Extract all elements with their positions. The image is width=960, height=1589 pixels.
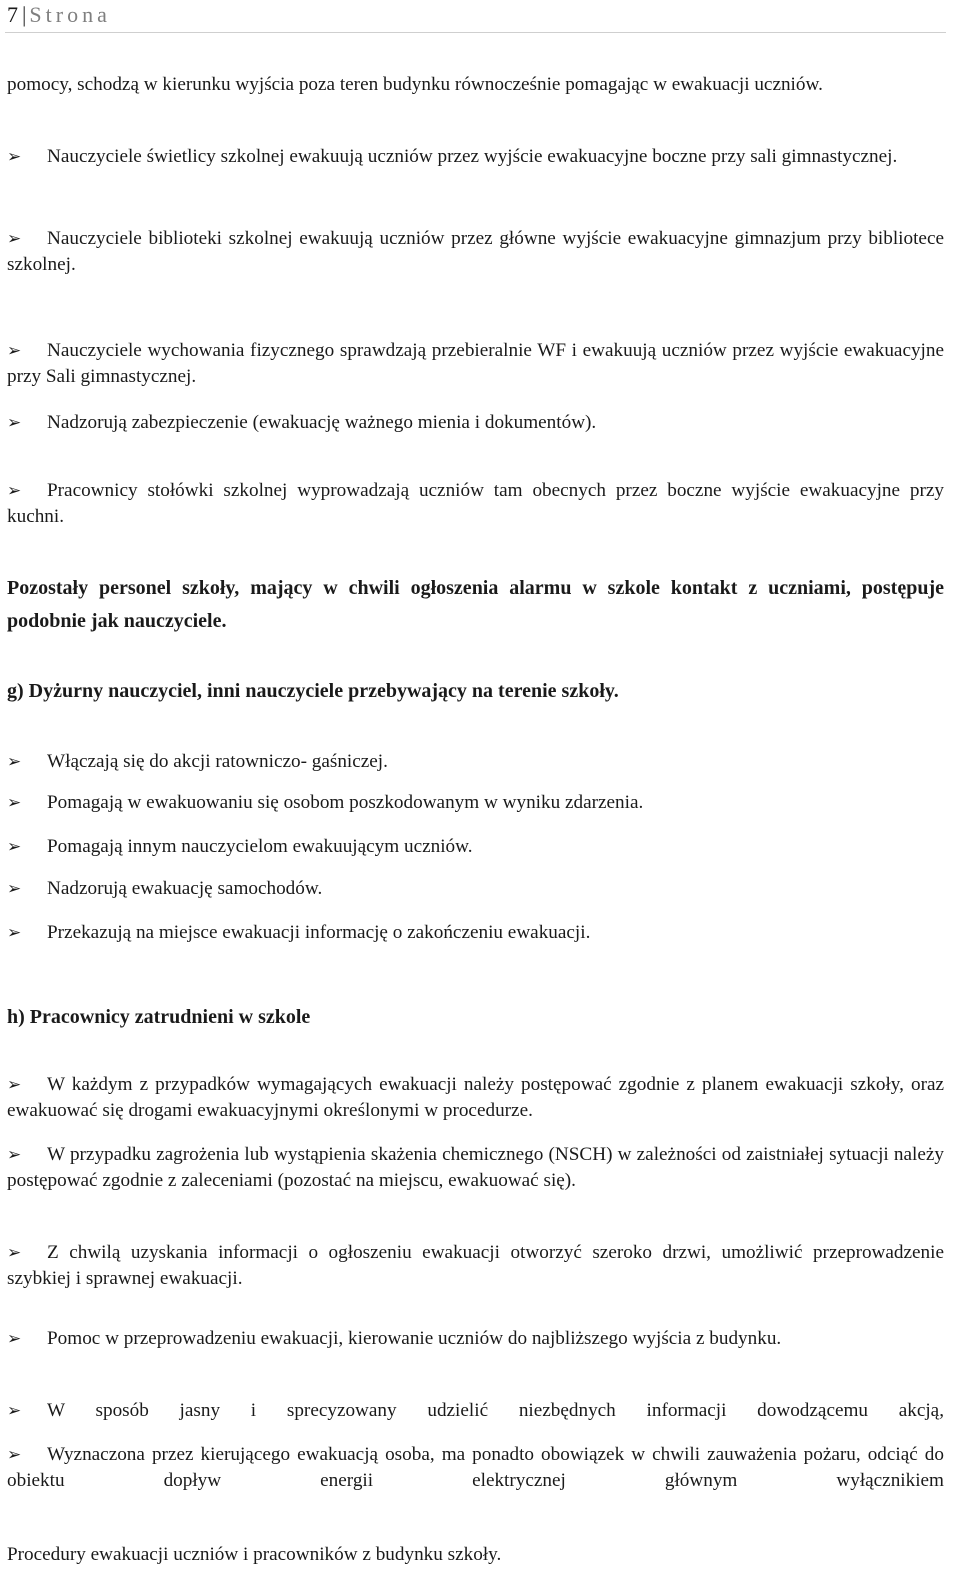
bold-paragraph: Pozostały personel szkoły, mający w chwili ogłoszenia alarmu w szkole kontakt z uczniami, postępuje podobnie jak nauczyciele. (7, 577, 944, 632)
list-item-text: Nauczyciele biblioteki szkolnej ewakuują uczniów przez główne wyjście ewakuacyjne gimnazjum przy bibliotece szkolnej. (7, 228, 944, 275)
arrow-bullet-icon: ➢ (7, 837, 22, 857)
header-rule (5, 32, 946, 33)
page-footer: Procedury ewakuacji uczniów i pracowników z budynku szkoły. (7, 1544, 502, 1565)
section-h-heading: h) Pracownicy zatrudnieni w szkole (7, 1006, 311, 1028)
list-item-text: Włączają się do akcji ratowniczo- gaśniczej. (47, 751, 388, 772)
arrow-bullet-icon: ➢ (7, 879, 22, 899)
arrow-bullet-icon: ➢ (7, 1145, 22, 1165)
list-item-text: Pracownicy stołówki szkolnej wyprowadzają uczniów tam obecnych przez boczne wyjście ewakuacyjne przy kuchni. (7, 480, 944, 527)
list-item-text: Nadzorują ewakuację samochodów. (47, 878, 323, 899)
list-item (7, 1326, 944, 1352)
list-item-text: Pomoc w przeprowadzeniu ewakuacji, kierowanie uczniów do najbliższego wyjścia z budynku. (47, 1328, 782, 1349)
arrow-bullet-icon: ➢ (7, 923, 22, 943)
section-g-heading: g) Dyżurny nauczyciel, inni nauczyciele przebywający na terenie szkoły. (7, 680, 619, 702)
list-item-text: Nauczyciele wychowania fizycznego sprawdzają przebieralnie WF i ewakuują uczniów przez wyjście ewakuacyjne przy Sali gimnastycznej. (7, 340, 944, 387)
arrow-bullet-icon: ➢ (7, 1243, 22, 1263)
list-item (7, 478, 944, 530)
list-item-text: W każdym z przypadków wymagających ewakuacji należy postępować zgodnie z planem ewakuacji szkoły, oraz ewakuować się drogami ewakuacyjnymi określonymi w procedurze. (7, 1074, 944, 1121)
list-item-text: W przypadku zagrożenia lub wystąpienia skażenia chemicznego (NSCH) w zależności od zaistniałej sytuacji należy postępować zgodnie z zaleceniami (pozostać na miejscu, ewakuować się). (7, 1144, 944, 1191)
list-item (7, 1072, 944, 1124)
arrow-bullet-icon: ➢ (7, 341, 22, 361)
list-item-text: Z chwilą uzyskania informacji o ogłoszeniu ewakuacji otworzyć szeroko drzwi, umożliwić przeprowadzenie szybkiej i sprawnej ewakuacji. (7, 1242, 944, 1289)
arrow-bullet-icon: ➢ (7, 147, 22, 167)
header-label: Strona (29, 2, 111, 27)
arrow-bullet-icon: ➢ (7, 229, 22, 249)
arrow-bullet-icon: ➢ (7, 1445, 22, 1465)
list-item-text: Pomagają w ewakuowaniu się osobom poszkodowanym w wyniku zdarzenia. (47, 792, 644, 813)
list-item (7, 144, 944, 170)
list-item (7, 1398, 944, 1424)
list-item (7, 790, 944, 816)
list-item (7, 1442, 944, 1494)
arrow-bullet-icon: ➢ (7, 1401, 22, 1421)
arrow-bullet-icon: ➢ (7, 481, 22, 501)
arrow-bullet-icon: ➢ (7, 413, 22, 433)
list-item-text: Nadzorują zabezpieczenie (ewakuację ważnego mienia i dokumentów). (47, 412, 597, 433)
list-item-text: Pomagają innym nauczycielom ewakuującym uczniów. (47, 836, 473, 857)
list-item-text: Wyznaczona przez kierującego ewakuacją osoba, ma ponadto obowiązek w chwili zauważenia pożaru, odciąć do obiektu dopływ energii elektrycznej głównym wyłącznikiem (7, 1444, 944, 1491)
list-item (7, 920, 944, 946)
list-item (7, 338, 944, 390)
list-item (7, 834, 944, 860)
list-item (7, 226, 944, 278)
list-item-text: W sposób jasny i sprecyzowany udzielić niezbędnych informacji dowodzącemu akcją, (47, 1400, 944, 1421)
list-item (7, 1142, 944, 1194)
page-header (7, 2, 111, 28)
continuation-paragraph: pomocy, schodzą w kierunku wyjścia poza teren budynku równocześnie pomagając w ewakuacji uczniów. (7, 74, 823, 95)
list-item (7, 1240, 944, 1292)
list-item (7, 749, 944, 775)
arrow-bullet-icon: ➢ (7, 793, 22, 813)
list-item-text: Przekazują na miejsce ewakuacji informację o zakończeniu ewakuacji. (47, 922, 591, 943)
header-separator: | (22, 2, 27, 27)
list-item-text: Nauczyciele świetlicy szkolnej ewakuują uczniów przez wyjście ewakuacyjne boczne przy sali gimnastycznej. (47, 146, 898, 167)
arrow-bullet-icon: ➢ (7, 1329, 22, 1349)
list-item (7, 410, 944, 436)
arrow-bullet-icon: ➢ (7, 1075, 22, 1095)
page-number: 7 (7, 2, 18, 27)
arrow-bullet-icon: ➢ (7, 752, 22, 772)
list-item (7, 876, 944, 902)
